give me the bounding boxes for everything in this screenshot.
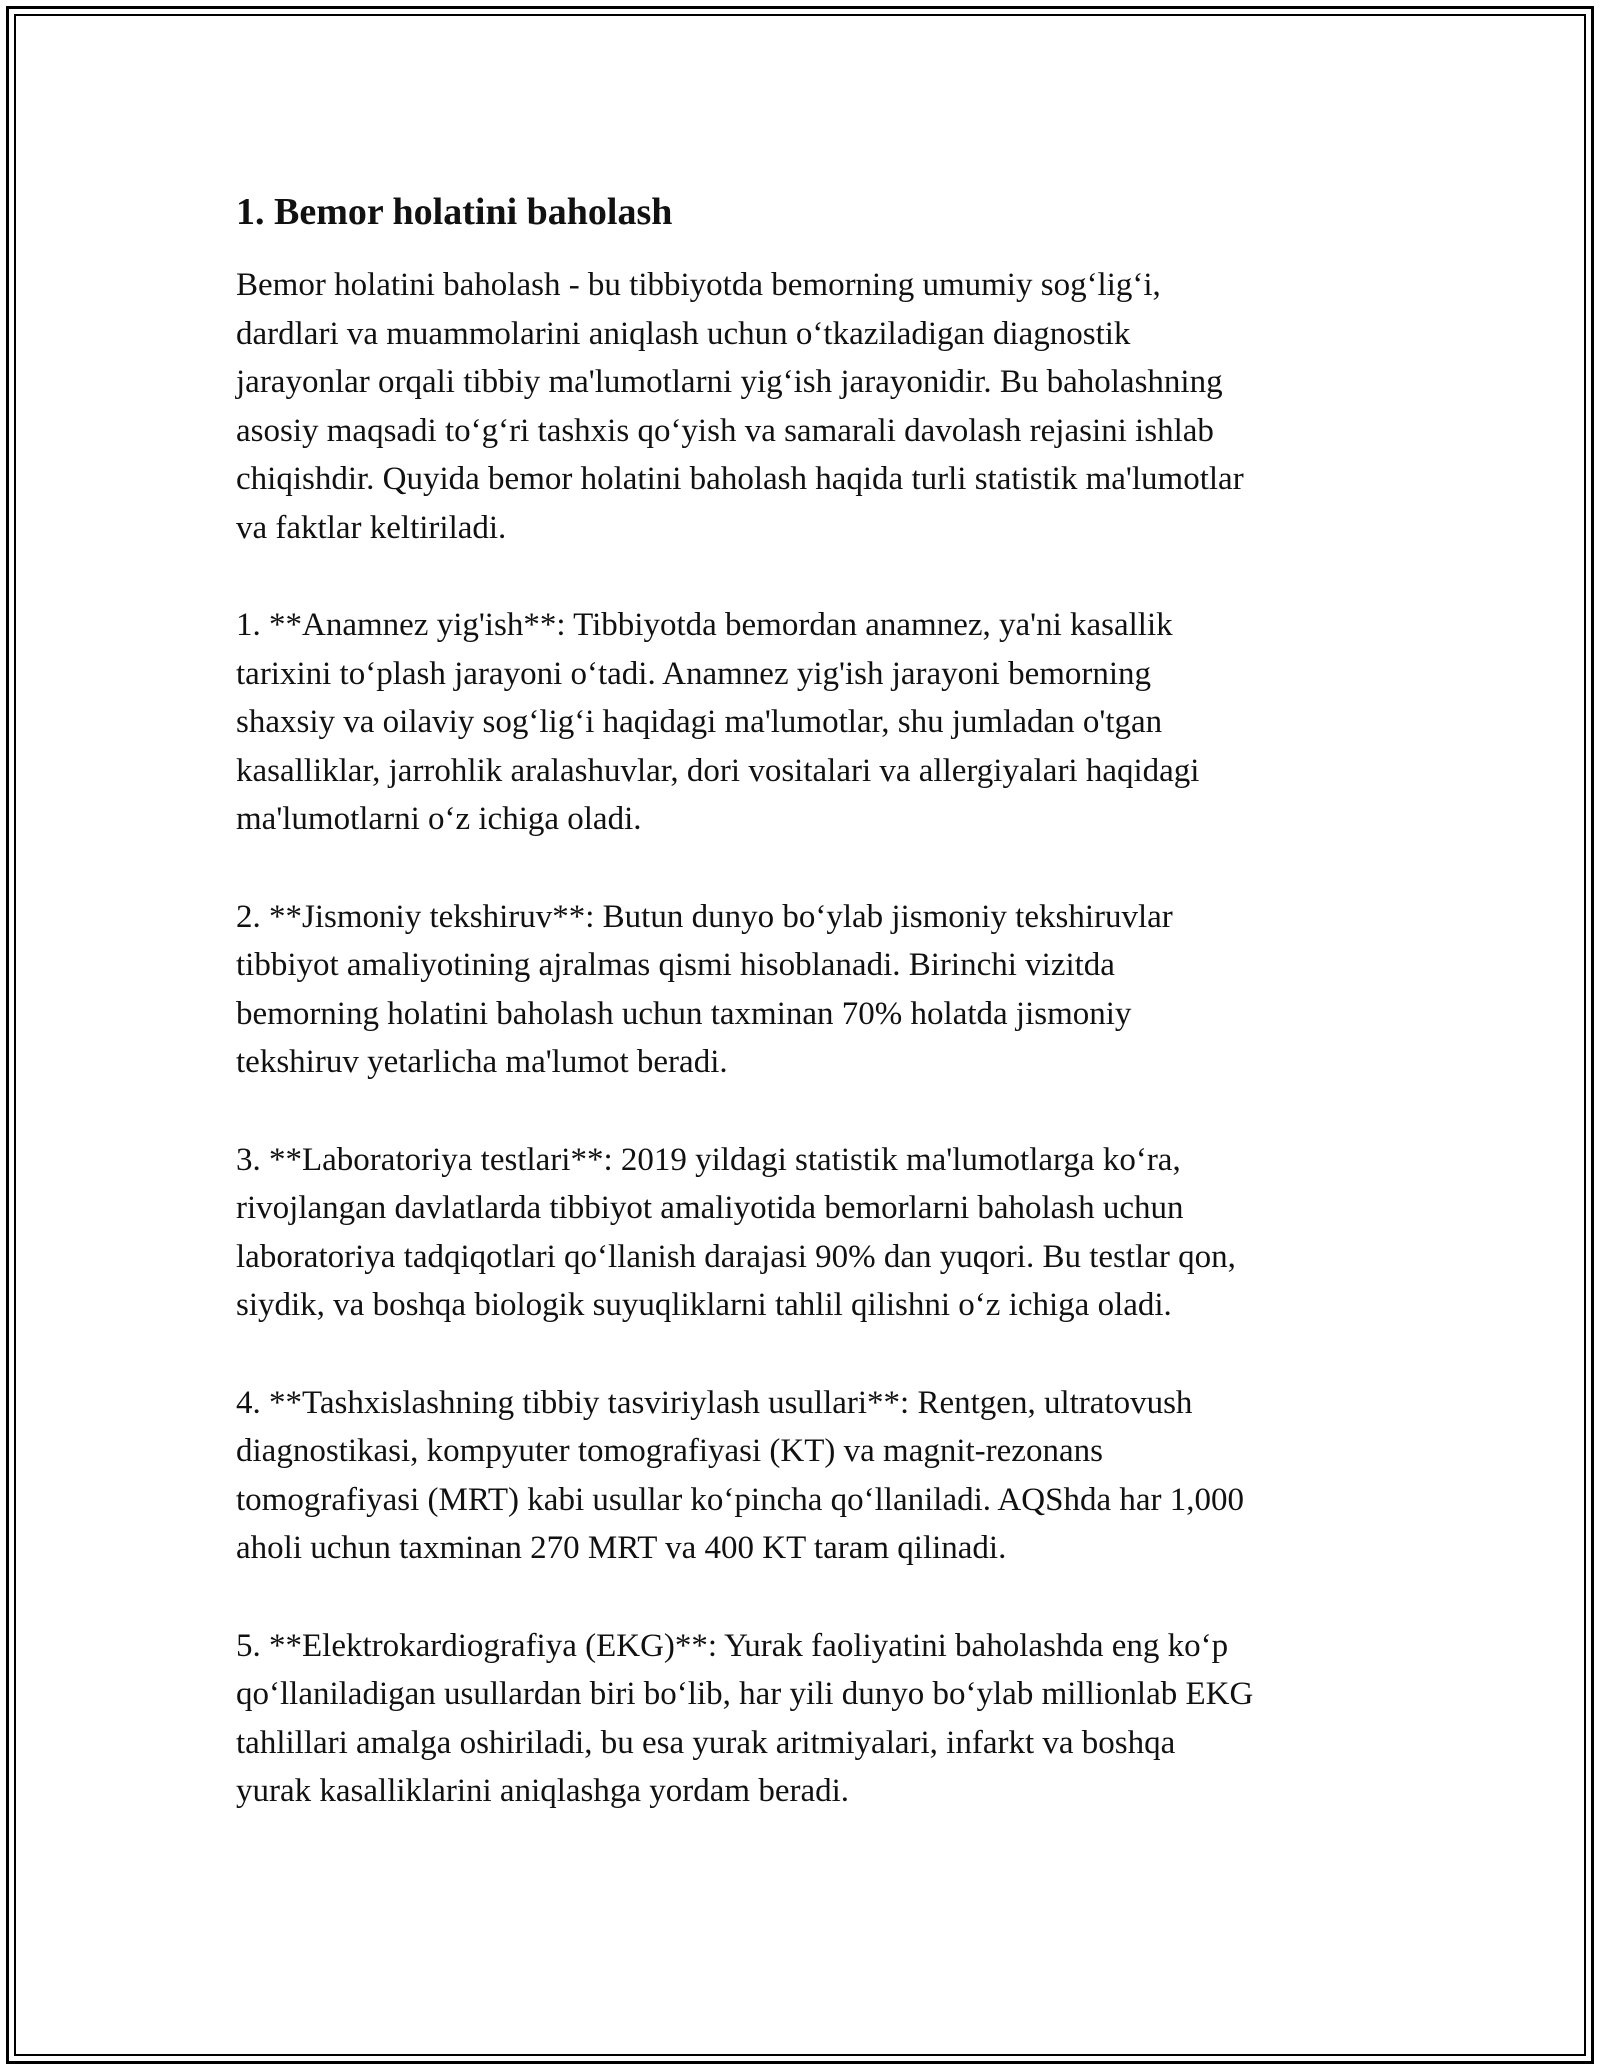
document-body: [236, 185, 1376, 1865]
paragraph-jismoniy-tekshiruv: 2. **Jismoniy tekshiruv**: Butun dunyo bo‘ylab jismoniy tekshiruvlar tibbiyot amaliyotining ajralmas qismi hisoblanadi. Birinchi vizitda bemorning holatini baholash uchun taxminan 70% holatda jismoniy tekshiruv yetarlicha ma'lumot beradi.: [236, 898, 1173, 1080]
paragraph-anamnez: 1. **Anamnez yig'ish**: Tibbiyotda bemordan anamnez, ya'ni kasallik tarixini to‘plash jarayoni o‘tadi. Anamnez yig'ish jarayoni bemorning shaxsiy va oilaviy sog‘lig‘i haqidagi ma'lumotlar, shu jumladan o'tgan kasalliklar, jarrohlik aralashuvlar, dori vositalari va allergiyalari haqidagi ma'lumotlarni o‘z ichiga oladi.: [236, 607, 1200, 837]
section-heading: 1. Bemor holatini baholash: [236, 191, 673, 233]
paragraph-ekg: 5. **Elektrokardiografiya (EKG)**: Yurak faoliyatini baholashda eng ko‘p qo‘llaniladigan usullardan biri bo‘lib, har yili dunyo bo‘ylab millionlab EKG tahlillari amalga oshiriladi, bu esa yurak aritmiyalari, infarkt va boshqa yurak kasalliklarini aniqlashga yordam beradi.: [236, 1627, 1254, 1809]
intro-paragraph: Bemor holatini baholash - bu tibbiyotda bemorning umumiy sog‘lig‘i, dardlari va muammolarini aniqlash uchun o‘tkaziladigan diagnostik jarayonlar orqali tibbiy ma'lumotlarni yig‘ish jarayonidir. Bu baholashning asosiy maqsadi to‘g‘ri tashxis qo‘yish va samarali davolash rejasini ishlab chiqishdir. Quyida bemor holatini baholash haqida turli statistik ma'lumotlar va faktlar keltiriladi.: [236, 267, 1244, 546]
paragraph-laboratoriya-testlari: 3. **Laboratoriya testlari**: 2019 yildagi statistik ma'lumotlarga ko‘ra, rivojlangan davlatlarda tibbiyot amaliyotida bemorlarni baholash uchun laboratoriya tadqiqotlari qo‘llanish darajasi 90% dan yuqori. Bu testlar qon, siydik, va boshqa biologik suyuqliklarni tahlil qilishni o‘z ichiga oladi.: [236, 1141, 1236, 1323]
paragraph-tasviriylash-usullari: 4. **Tashxislashning tibbiy tasviriylash usullari**: Rentgen, ultratovush diagnostikasi, kompyuter tomografiyasi (KT) va magnit-rezonans tomografiyasi (MRT) kabi usullar ko‘pincha qo‘llaniladi. AQShda har 1,000 aholi uchun taxminan 270 MRT va 400 KT taram qilinadi.: [236, 1384, 1244, 1566]
